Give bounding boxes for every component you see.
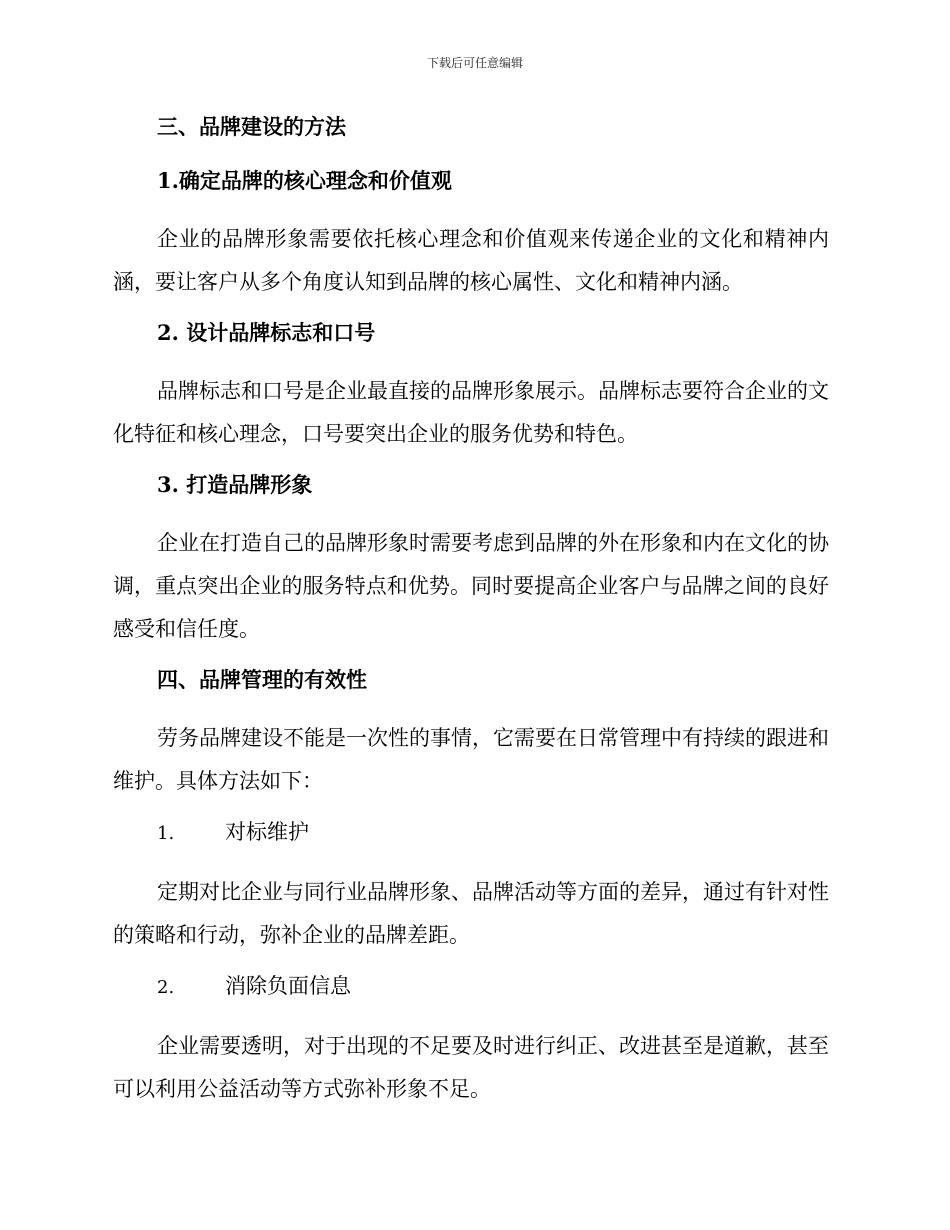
list-item-label: 消除负面信息 — [225, 974, 351, 998]
section-heading-4: 四、品牌管理的有效性 — [157, 667, 367, 692]
list-item — [113, 969, 829, 1005]
paragraph-3-1: 企业的品牌形象需要依托核心理念和价值观来传递企业的文化和精神内涵，要让客户从多个角度认知到品牌的核心属性、文化和精神内涵。 — [113, 227, 829, 294]
list-item-paragraph: 定期对比企业与同行业品牌形象、品牌活动等方面的差异，通过有针对性的策略和行动，弥补企业的品牌差距。 — [113, 880, 829, 947]
subheading-3-1: 1.确定品牌的核心理念和价值观 — [157, 168, 452, 193]
list-item-number: 2. — [157, 977, 175, 998]
list-item-label: 对标维护 — [225, 820, 309, 844]
subheading-3-2: 2. 设计品牌标志和口号 — [157, 320, 376, 345]
paragraph-3-2: 品牌标志和口号是企业最直接的品牌形象展示。品牌标志要符合企业的文化特征和核心理念，口号要突出企业的服务优势和特色。 — [113, 379, 829, 446]
page-header: 下载后可任意编辑 — [426, 56, 523, 70]
section-heading-3: 三、品牌建设的方法 — [157, 114, 346, 139]
paragraph-4: 劳务品牌建设不能是一次性的事情，它需要在日常管理中有持续的跟进和维护。具体方法如下： — [113, 726, 829, 793]
document-body — [113, 110, 829, 1123]
list-item-number: 1. — [157, 823, 175, 844]
subheading-3-3: 3. 打造品牌形象 — [157, 472, 313, 497]
paragraph-3-3: 企业在打造自己的品牌形象时需要考虑到品牌的外在形象和内在文化的协调，重点突出企业的服务特点和优势。同时要提高企业客户与品牌之间的良好感受和信任度。 — [113, 531, 829, 641]
list-item — [113, 815, 829, 851]
list-item-paragraph: 企业需要透明，对于出现的不足要及时进行纠正、改进甚至是道歉，甚至可以利用公益活动等方式弥补形象不足。 — [113, 1034, 829, 1101]
